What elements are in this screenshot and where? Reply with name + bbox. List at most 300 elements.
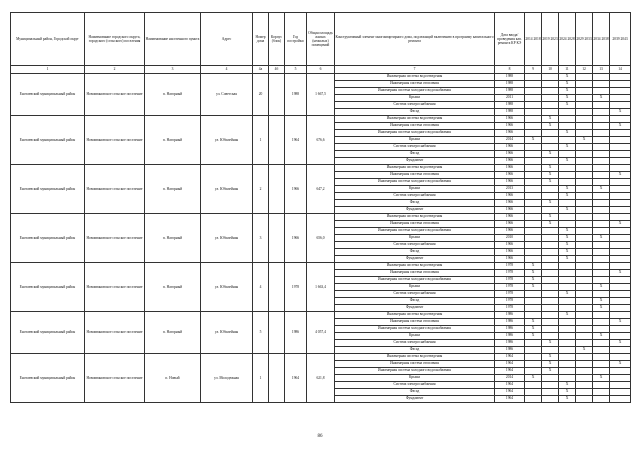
- period-cell: [559, 214, 576, 221]
- period-cell: [610, 137, 631, 144]
- period-cell: [542, 109, 559, 116]
- period-cell: X: [593, 95, 610, 102]
- period-cell: [593, 158, 610, 165]
- period-cell: X: [610, 221, 631, 228]
- element-name-cell: Фасад: [335, 389, 495, 396]
- period-cell: [576, 284, 593, 291]
- element-name-cell: Инженерная система отопления: [335, 172, 495, 179]
- period-cell: [525, 347, 542, 354]
- column-header: Наименование населенного пункта: [145, 13, 201, 66]
- period-cell: [542, 193, 559, 200]
- period-cell: [593, 249, 610, 256]
- date-cell: 1966: [495, 228, 525, 235]
- period-cell: X: [559, 144, 576, 151]
- column-header: Муниципальный район, Городской округ: [11, 13, 85, 66]
- period-cell: [542, 256, 559, 263]
- date-cell: 1966: [495, 123, 525, 130]
- period-cell: [610, 207, 631, 214]
- house-number-cell: 3: [253, 214, 269, 263]
- period-cell: X: [559, 186, 576, 193]
- element-name-cell: Инженерная система холодного водоснабжения: [335, 368, 495, 375]
- settlement-cell: Новоивановское сельское поселение: [85, 74, 145, 116]
- period-cell: [542, 382, 559, 389]
- period-cell: [593, 172, 610, 179]
- period-cell: [610, 326, 631, 333]
- period-cell: X: [559, 235, 576, 242]
- locality-cell: п. Нагорный: [145, 116, 201, 165]
- date-cell: 1964: [495, 396, 525, 403]
- period-cell: [593, 74, 610, 81]
- element-name-cell: Система электроснабжения: [335, 382, 495, 389]
- period-cell: [593, 361, 610, 368]
- address-cell: ул. Юбилейная: [201, 116, 253, 165]
- period-cell: X: [525, 326, 542, 333]
- column-header: 2019 2023: [542, 13, 559, 66]
- period-cell: [542, 186, 559, 193]
- period-cell: [559, 361, 576, 368]
- house-number-cell: 5: [253, 312, 269, 354]
- period-cell: [610, 249, 631, 256]
- period-cell: [525, 228, 542, 235]
- period-cell: [610, 291, 631, 298]
- column-number: 4: [201, 66, 253, 74]
- element-name-cell: Инженерная система водоотведения: [335, 165, 495, 172]
- period-cell: [576, 95, 593, 102]
- column-number: 2: [85, 66, 145, 74]
- period-cell: [576, 207, 593, 214]
- date-cell: 2010: [495, 235, 525, 242]
- period-cell: X: [525, 263, 542, 270]
- period-cell: [559, 116, 576, 123]
- column-header: Дата ввода/ проведения кап. ремонта КР КЭ: [495, 13, 525, 66]
- element-name-cell: Фасад: [335, 347, 495, 354]
- period-cell: [593, 102, 610, 109]
- table-row: [11, 312, 631, 319]
- period-cell: [576, 242, 593, 249]
- date-cell: 1986: [495, 326, 525, 333]
- period-cell: [593, 165, 610, 172]
- period-cell: [542, 137, 559, 144]
- element-name-cell: Инженерная система отопления: [335, 221, 495, 228]
- address-cell: ул. Советская: [201, 74, 253, 116]
- period-cell: [576, 81, 593, 88]
- period-cell: [559, 319, 576, 326]
- element-name-cell: Фундамент: [335, 207, 495, 214]
- period-cell: [593, 144, 610, 151]
- period-cell: X: [610, 319, 631, 326]
- period-cell: [525, 102, 542, 109]
- period-cell: [610, 312, 631, 319]
- house-number-cell: 20: [253, 74, 269, 116]
- period-cell: X: [542, 221, 559, 228]
- build-year-cell: 1988: [285, 74, 307, 116]
- period-cell: [593, 270, 610, 277]
- date-cell: 1966: [495, 165, 525, 172]
- column-number-row: [11, 66, 631, 74]
- column-header: Номер дома: [253, 13, 269, 66]
- house-number-cell: 1: [253, 116, 269, 165]
- period-cell: [576, 277, 593, 284]
- period-cell: [542, 228, 559, 235]
- period-cell: X: [559, 396, 576, 403]
- period-cell: X: [525, 333, 542, 340]
- column-number: 13: [593, 66, 610, 74]
- period-cell: [593, 326, 610, 333]
- date-cell: 1978: [495, 277, 525, 284]
- period-cell: [542, 347, 559, 354]
- period-cell: X: [542, 179, 559, 186]
- period-cell: [542, 242, 559, 249]
- period-cell: [593, 242, 610, 249]
- period-cell: [576, 123, 593, 130]
- period-cell: [610, 95, 631, 102]
- period-cell: X: [559, 382, 576, 389]
- period-cell: [559, 340, 576, 347]
- element-name-cell: Фасад: [335, 151, 495, 158]
- period-cell: [593, 221, 610, 228]
- district-cell: Енотаевский муниципальный район: [11, 263, 85, 312]
- period-cell: [610, 256, 631, 263]
- period-cell: [576, 256, 593, 263]
- element-name-cell: Инженерная система водоотведения: [335, 263, 495, 270]
- element-name-cell: Крыша: [335, 284, 495, 291]
- period-cell: X: [542, 172, 559, 179]
- element-name-cell: Инженерная система холодного водоснабжения: [335, 179, 495, 186]
- column-header: Год постройки: [285, 13, 307, 66]
- period-cell: [542, 319, 559, 326]
- date-cell: 1978: [495, 263, 525, 270]
- period-cell: [525, 354, 542, 361]
- period-cell: [576, 165, 593, 172]
- period-cell: [525, 221, 542, 228]
- element-name-cell: Фасад: [335, 298, 495, 305]
- period-cell: [576, 172, 593, 179]
- element-name-cell: Инженерная система отопления: [335, 270, 495, 277]
- column-header: 2029 2033: [576, 13, 593, 66]
- period-cell: [559, 326, 576, 333]
- period-cell: [593, 291, 610, 298]
- period-cell: [610, 165, 631, 172]
- period-cell: X: [542, 165, 559, 172]
- period-cell: [593, 193, 610, 200]
- period-cell: X: [593, 333, 610, 340]
- period-cell: [593, 228, 610, 235]
- column-number: 6: [307, 66, 335, 74]
- period-cell: [576, 326, 593, 333]
- element-name-cell: Крыша: [335, 235, 495, 242]
- period-cell: [576, 375, 593, 382]
- period-cell: X: [610, 361, 631, 368]
- period-cell: X: [559, 291, 576, 298]
- period-cell: [593, 382, 610, 389]
- period-cell: [525, 158, 542, 165]
- period-cell: [610, 200, 631, 207]
- corpus-cell: [269, 116, 285, 165]
- period-cell: [542, 270, 559, 277]
- date-cell: 1966: [495, 242, 525, 249]
- date-cell: 1966: [495, 179, 525, 186]
- period-cell: [576, 340, 593, 347]
- period-cell: X: [559, 207, 576, 214]
- period-cell: [559, 137, 576, 144]
- table-row: [11, 263, 631, 270]
- period-cell: X: [559, 158, 576, 165]
- date-cell: 1966: [495, 256, 525, 263]
- element-name-cell: Фундамент: [335, 256, 495, 263]
- repair-program-table: [10, 12, 630, 401]
- date-cell: 2011: [495, 95, 525, 102]
- locality-cell: п. Новый: [145, 354, 201, 403]
- period-cell: [525, 214, 542, 221]
- period-cell: X: [525, 284, 542, 291]
- column-header: 2024 2028: [559, 13, 576, 66]
- district-cell: Енотаевский муниципальный район: [11, 165, 85, 214]
- period-cell: [559, 368, 576, 375]
- date-cell: 1966: [495, 207, 525, 214]
- period-cell: X: [542, 368, 559, 375]
- element-name-cell: Фундамент: [335, 396, 495, 403]
- area-cell: 621,8: [307, 354, 335, 403]
- period-cell: X: [610, 340, 631, 347]
- period-cell: [610, 354, 631, 361]
- element-name-cell: Инженерная система холодного водоснабжения: [335, 277, 495, 284]
- period-cell: [559, 123, 576, 130]
- period-cell: [593, 368, 610, 375]
- period-cell: [525, 144, 542, 151]
- house-number-cell: 1: [253, 354, 269, 403]
- period-cell: [610, 214, 631, 221]
- period-cell: [576, 249, 593, 256]
- table-header-row: [11, 13, 631, 66]
- date-cell: 1988: [495, 81, 525, 88]
- period-cell: [610, 333, 631, 340]
- period-cell: [559, 298, 576, 305]
- district-cell: Енотаевский муниципальный район: [11, 116, 85, 165]
- date-cell: 1964: [495, 382, 525, 389]
- period-cell: [576, 102, 593, 109]
- period-cell: [610, 193, 631, 200]
- period-cell: [610, 102, 631, 109]
- period-cell: X: [593, 186, 610, 193]
- column-header: 2034 2038: [593, 13, 610, 66]
- period-cell: X: [525, 270, 542, 277]
- settlement-cell: Новоивановское сельское поселение: [85, 263, 145, 312]
- period-cell: X: [542, 340, 559, 347]
- element-name-cell: Крыша: [335, 95, 495, 102]
- period-cell: [610, 74, 631, 81]
- period-cell: X: [593, 284, 610, 291]
- district-cell: Енотаевский муниципальный район: [11, 312, 85, 354]
- corpus-cell: [269, 263, 285, 312]
- period-cell: [525, 291, 542, 298]
- period-cell: X: [610, 109, 631, 116]
- period-cell: [593, 130, 610, 137]
- build-year-cell: 1964: [285, 354, 307, 403]
- element-name-cell: Фундамент: [335, 305, 495, 312]
- period-cell: [576, 109, 593, 116]
- period-cell: [610, 375, 631, 382]
- period-cell: [610, 389, 631, 396]
- address-cell: ул. Молодежная: [201, 354, 253, 403]
- period-cell: [525, 312, 542, 319]
- period-cell: X: [559, 249, 576, 256]
- period-cell: X: [593, 298, 610, 305]
- column-number: 12: [576, 66, 593, 74]
- period-cell: [525, 81, 542, 88]
- period-cell: [542, 207, 559, 214]
- period-cell: [559, 375, 576, 382]
- period-cell: [610, 242, 631, 249]
- address-cell: ул. Юбилейная: [201, 263, 253, 312]
- date-cell: 1988: [495, 88, 525, 95]
- period-cell: [593, 81, 610, 88]
- period-cell: [525, 172, 542, 179]
- date-cell: 1966: [495, 221, 525, 228]
- period-cell: [576, 298, 593, 305]
- period-cell: [559, 270, 576, 277]
- period-cell: [576, 305, 593, 312]
- period-cell: [576, 270, 593, 277]
- period-cell: [576, 179, 593, 186]
- settlement-cell: Новоивановское сельское поселение: [85, 214, 145, 263]
- period-cell: [525, 130, 542, 137]
- element-name-cell: Инженерная система водоотведения: [335, 214, 495, 221]
- period-cell: [525, 116, 542, 123]
- period-cell: [525, 361, 542, 368]
- element-name-cell: Инженерная система водоотведения: [335, 74, 495, 81]
- element-name-cell: Крыша: [335, 186, 495, 193]
- period-cell: [610, 228, 631, 235]
- period-cell: [525, 382, 542, 389]
- column-number: 1: [11, 66, 85, 74]
- period-cell: [525, 193, 542, 200]
- period-cell: [542, 312, 559, 319]
- period-cell: X: [610, 123, 631, 130]
- period-cell: [542, 130, 559, 137]
- corpus-cell: [269, 354, 285, 403]
- period-cell: [593, 396, 610, 403]
- period-cell: [593, 347, 610, 354]
- period-cell: [576, 130, 593, 137]
- period-cell: [542, 74, 559, 81]
- element-name-cell: Система электроснабжения: [335, 193, 495, 200]
- period-cell: X: [559, 81, 576, 88]
- period-cell: [576, 319, 593, 326]
- period-cell: [610, 305, 631, 312]
- period-cell: [525, 396, 542, 403]
- date-cell: 1986: [495, 333, 525, 340]
- period-cell: X: [559, 256, 576, 263]
- period-cell: X: [542, 214, 559, 221]
- column-header: 2014 2018: [525, 13, 542, 66]
- period-cell: X: [559, 389, 576, 396]
- period-cell: [525, 249, 542, 256]
- period-cell: X: [542, 354, 559, 361]
- period-cell: [525, 165, 542, 172]
- element-name-cell: Инженерная система водоотведения: [335, 116, 495, 123]
- period-cell: [542, 291, 559, 298]
- area-cell: 647,2: [307, 165, 335, 214]
- element-name-cell: Инженерная система отопления: [335, 81, 495, 88]
- period-cell: [525, 179, 542, 186]
- period-cell: [610, 284, 631, 291]
- corpus-cell: [269, 214, 285, 263]
- period-cell: [542, 102, 559, 109]
- period-cell: X: [542, 151, 559, 158]
- period-cell: [576, 221, 593, 228]
- period-cell: [559, 200, 576, 207]
- settlement-cell: Новоивановское сельское поселение: [85, 116, 145, 165]
- period-cell: [576, 368, 593, 375]
- period-cell: [559, 221, 576, 228]
- period-cell: [610, 263, 631, 270]
- period-cell: [610, 298, 631, 305]
- period-cell: [525, 256, 542, 263]
- period-cell: [610, 277, 631, 284]
- period-cell: [542, 389, 559, 396]
- settlement-cell: Новоивановское сельское поселение: [85, 165, 145, 214]
- table-row: [11, 354, 631, 361]
- locality-cell: п. Нагорный: [145, 263, 201, 312]
- period-cell: [576, 389, 593, 396]
- period-cell: [559, 333, 576, 340]
- period-cell: X: [576, 137, 593, 144]
- element-name-cell: Инженерная система холодного водоснабжения: [335, 228, 495, 235]
- locality-cell: п. Нагорный: [145, 165, 201, 214]
- date-cell: 1964: [495, 389, 525, 396]
- table-row: [11, 214, 631, 221]
- period-cell: [542, 305, 559, 312]
- period-cell: [593, 277, 610, 284]
- period-cell: [576, 263, 593, 270]
- period-cell: [525, 298, 542, 305]
- period-cell: X: [559, 95, 576, 102]
- period-cell: [610, 116, 631, 123]
- build-year-cell: 1986: [285, 312, 307, 354]
- period-cell: [576, 312, 593, 319]
- period-cell: [593, 200, 610, 207]
- settlement-cell: Новоивановское сельское поселение: [85, 354, 145, 403]
- date-cell: 1978: [495, 298, 525, 305]
- period-cell: X: [559, 242, 576, 249]
- district-cell: Енотаевский муниципальный район: [11, 354, 85, 403]
- period-cell: [559, 284, 576, 291]
- period-cell: [576, 193, 593, 200]
- period-cell: X: [559, 312, 576, 319]
- column-number: 10: [542, 66, 559, 74]
- period-cell: [525, 88, 542, 95]
- period-cell: [576, 214, 593, 221]
- element-name-cell: Крыша: [335, 375, 495, 382]
- element-name-cell: Инженерная система отопления: [335, 123, 495, 130]
- period-cell: [525, 340, 542, 347]
- period-cell: [610, 186, 631, 193]
- period-cell: [593, 123, 610, 130]
- period-cell: [559, 109, 576, 116]
- date-cell: 1986: [495, 312, 525, 319]
- period-cell: [525, 151, 542, 158]
- period-cell: [559, 354, 576, 361]
- date-cell: 1978: [495, 270, 525, 277]
- date-cell: 1966: [495, 214, 525, 221]
- date-cell: 1966: [495, 172, 525, 179]
- period-cell: [525, 74, 542, 81]
- period-cell: X: [525, 375, 542, 382]
- address-cell: ул. Юбилейная: [201, 214, 253, 263]
- element-name-cell: Инженерная система водоотведения: [335, 312, 495, 319]
- period-cell: X: [525, 319, 542, 326]
- column-number: 5: [285, 66, 307, 74]
